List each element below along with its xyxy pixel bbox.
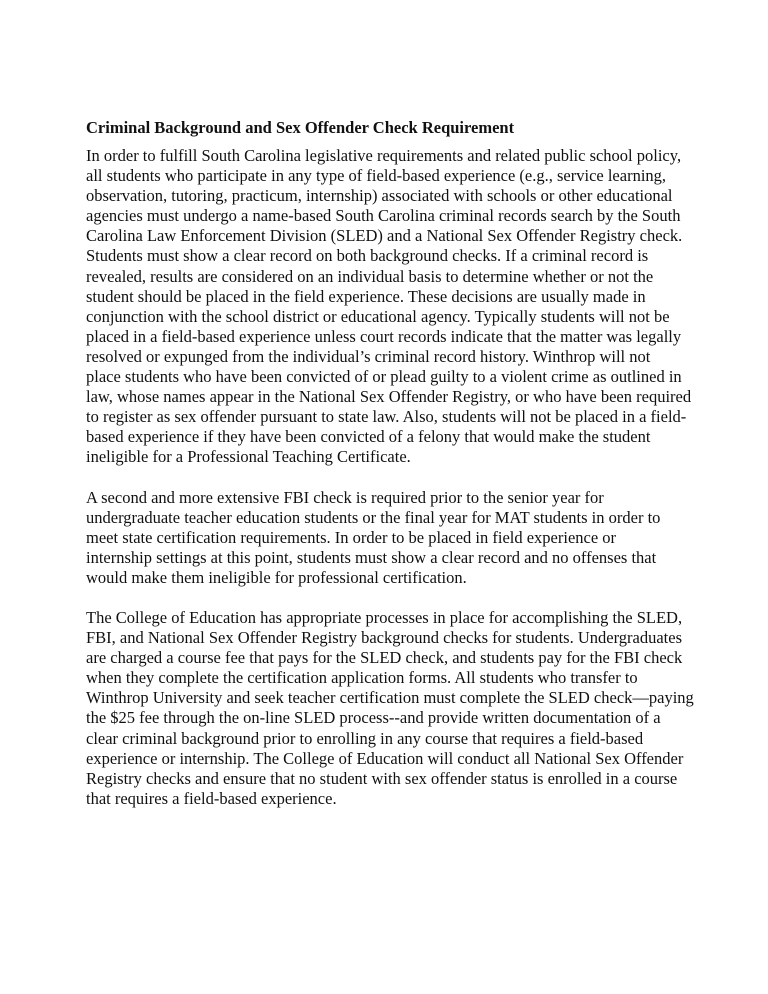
paragraph-line: when they complete the certification application forms. All students who transfer to [86,668,638,688]
paragraph-line: would make them ineligible for professional certification. [86,567,467,587]
paragraph-line: conjunction with the school district or educational agency. Typically students will not be [86,306,670,326]
paragraph-line: clear criminal background prior to enrolling in any course that requires a field-based [86,728,644,748]
paragraph-line: undergraduate teacher education students or the final year for MAT students in order to [86,507,661,527]
paragraph-line: resolved or expunged from the individual’s criminal record history. Winthrop will not [86,346,651,366]
paragraph-line: are charged a course fee that pays for the SLED check, and students pay for the FBI check [86,648,683,668]
paragraph-line: Registry checks and ensure that no student with sex offender status is enrolled in a course [86,768,678,788]
document-title: Criminal Background and Sex Offender Check Requirement [86,118,515,137]
paragraph-line: observation, tutoring, practicum, internship) associated with schools or other educational [86,186,673,206]
paragraph-line: A second and more extensive FBI check is required prior to the senior year for [86,487,604,507]
paragraph [86,488,726,588]
paragraph-line: ineligible for a Professional Teaching Certificate. [86,447,411,467]
document-page [86,118,726,829]
paragraph-line: Winthrop University and seek teacher certification must complete the SLED check—paying [86,688,694,708]
paragraph-line: revealed, results are considered on an individual basis to determine whether or not the [86,266,654,286]
paragraph-line: place students who have been convicted of or plead guilty to a violent crime as outlined in [86,367,682,387]
paragraph-line: placed in a field-based experience unless court records indicate that the matter was legally [86,326,682,346]
paragraph-line: experience or internship. The College of Education will conduct all National Sex Offender [86,748,684,768]
paragraph-line: based experience if they have been convicted of a felony that would make the student [86,427,651,447]
paragraph-line: Carolina Law Enforcement Division (SLED) and a National Sex Offender Registry check. [86,226,683,246]
document-body [86,146,726,809]
paragraph-line: all students who participate in any type of field-based experience (e.g., service learning, [86,166,667,186]
paragraph [86,608,726,809]
paragraph-line: The College of Education has appropriate processes in place for accomplishing the SLED, [86,607,683,627]
paragraph-line: law, whose names appear in the National Sex Offender Registry, or who have been required [86,387,692,407]
paragraph-line: In order to fulfill South Carolina legislative requirements and related public school policy, [86,146,682,165]
paragraph-line: student should be placed in the field experience. These decisions are usually made in [86,286,646,306]
paragraph-line: agencies must undergo a name-based South Carolina criminal records search by the South [86,206,681,226]
paragraph-line: that requires a field-based experience. [86,788,337,808]
paragraph [86,146,726,468]
paragraph-line: Students must show a clear record on both background checks. If a criminal record is [86,246,649,266]
paragraph-line: internship settings at this point, students must show a clear record and no offenses that [86,547,657,567]
paragraph-line: to register as sex offender pursuant to state law. Also, students will not be placed in a field- [86,407,687,427]
paragraph-line: meet state certification requirements. In order to be placed in field experience or [86,527,617,547]
paragraph-line: the $25 fee through the on-line SLED process--and provide written documentation of a [86,708,661,728]
paragraph-line: FBI, and National Sex Offender Registry background checks for students. Undergraduates [86,628,682,648]
